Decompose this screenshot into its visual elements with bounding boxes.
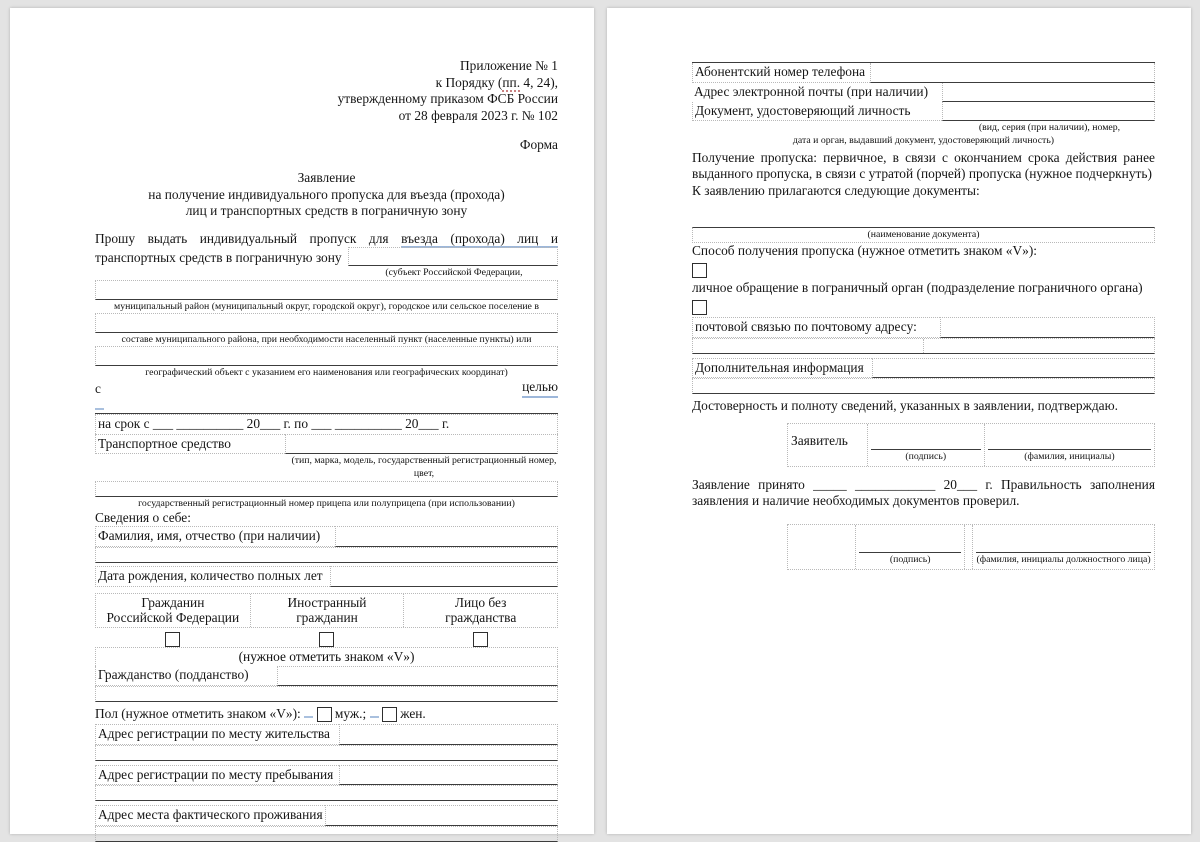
sex-female-checkbox[interactable]	[382, 707, 397, 722]
address-stay-row	[95, 765, 558, 786]
attachments-line: К заявлению прилагаются следующие документы:	[692, 182, 980, 198]
location-field-line-1[interactable]	[95, 280, 558, 300]
address-stay-field[interactable]	[339, 765, 558, 786]
birth-label: Дата рождения, количество полных лет	[95, 566, 330, 587]
email-label: Адрес электронной почты (при наличии)	[694, 83, 929, 99]
address-stay-label: Адрес регистрации по месту пребывания	[95, 765, 339, 786]
request-paragraph-line2: транспортных средств в пограничную зону	[95, 249, 342, 265]
method-mail-label: почтовой связью по почтовому адресу:	[692, 317, 940, 338]
citizen-foreign-checkbox[interactable]	[319, 632, 334, 647]
signature-field[interactable]	[871, 426, 981, 450]
doc-name-field-line[interactable]	[692, 215, 1155, 227]
caption-municipal-2: составе муниципального района, при необходимости населенный пункт (населенные пункты) или	[121, 333, 532, 345]
email-field[interactable]	[942, 83, 1155, 102]
citizenship-field-line-2[interactable]	[95, 686, 558, 702]
caption-geo: географический объект с указанием его наименования или географических координат)	[145, 367, 508, 379]
extra-info-row	[692, 358, 1155, 379]
address-residence-row	[95, 724, 558, 745]
mark-note: (нужное отметить знаком «V»)	[95, 647, 558, 666]
citizen-foreign-header: Иностранный гражданин	[250, 594, 404, 628]
official-name-field[interactable]	[976, 529, 1151, 553]
spacer-cell	[965, 525, 973, 569]
address-actual-field[interactable]	[325, 805, 558, 826]
spellcheck-mark	[304, 708, 313, 718]
address-residence-line-2[interactable]	[95, 745, 558, 761]
sex-male-checkbox[interactable]	[317, 707, 332, 722]
about-heading: Сведения о себе:	[95, 509, 191, 525]
citizenship-label: Гражданство (подданство)	[95, 666, 277, 686]
purpose-field-line[interactable]	[95, 398, 558, 414]
location-field-line-3[interactable]	[95, 346, 558, 366]
document-page-1	[10, 8, 594, 834]
method-mail-checkbox[interactable]	[692, 300, 707, 315]
caption-name: (фамилия, инициалы)	[1024, 450, 1115, 462]
method-mail-checkbox-row	[692, 299, 1155, 316]
sex-label: Пол (нужное отметить знаком «V»):	[95, 705, 301, 721]
caption-subject: (субъект Российской Федерации,	[385, 267, 523, 279]
caption-signature-2: (подпись)	[889, 554, 931, 566]
method-personal-checkbox-row	[692, 261, 1155, 278]
fio-row	[95, 526, 558, 547]
citizenship-type-table	[95, 593, 558, 629]
phone-row	[692, 63, 1155, 83]
receipt-paragraph: Получение пропуска: первичное, в связи с окончанием срока действия ранее выданного пропуска, в связи с утратой (порчей) пропуска (нужное подчеркнуть)	[692, 149, 1155, 182]
title-line: лиц и транспортных средств в пограничную зону	[185, 203, 468, 219]
address-actual-line-2[interactable]	[95, 826, 558, 842]
spellcheck-marked-word: пп.	[502, 74, 521, 90]
with-word: с	[95, 381, 101, 397]
caption-trailer: государственный регистрационный номер прицепа или полуприцепа (при использовании)	[138, 497, 515, 509]
mail-address-line-2[interactable]	[692, 338, 1155, 354]
spellcheck-mark	[95, 400, 104, 410]
border-zone-field[interactable]	[348, 247, 558, 266]
location-field-line-2[interactable]	[95, 313, 558, 333]
title-line: на получение индивидуального пропуска для въезда (прохода)	[148, 186, 505, 202]
official-name-cell	[973, 525, 1154, 569]
caption-vehicle-2: цвет,	[413, 468, 435, 480]
purpose-word: целью	[522, 379, 558, 398]
applicant-label-cell	[788, 424, 868, 466]
address-stay-line-2[interactable]	[95, 785, 558, 801]
marked-text: въезда (прохода) лиц и	[401, 230, 558, 246]
annex-line: от 28 февраля 2023 г. № 102	[398, 107, 558, 123]
address-residence-field[interactable]	[339, 724, 558, 745]
confirm-line: Достоверность и полноту сведений, указанных в заявлении, подтверждаю.	[692, 398, 1118, 414]
trailer-field-line[interactable]	[95, 481, 558, 497]
caption-id-2: дата и орган, выдавший документ, удостоверяющий личность)	[792, 135, 1055, 147]
id-doc-field[interactable]	[942, 102, 1155, 122]
phone-field[interactable]	[870, 63, 1155, 83]
applicant-label: Заявитель	[791, 433, 848, 449]
official-signature-cell	[856, 525, 965, 569]
method-personal-label: личное обращение в пограничный орган (подразделение пограничного органа)	[692, 279, 1143, 295]
citizenship-row	[95, 666, 558, 686]
extra-info-field[interactable]	[872, 358, 1155, 379]
annex-line: Приложение № 1	[459, 58, 558, 73]
fio-field[interactable]	[335, 526, 558, 547]
purpose-row	[95, 379, 558, 398]
method-mail-row	[692, 317, 1155, 338]
accepted-paragraph: Заявление принято _____ ____________ 20___ г. Правильность заполнения заявления и наличие необходимых документов проверил.	[692, 476, 1155, 509]
birth-field[interactable]	[330, 566, 558, 587]
vehicle-row	[95, 434, 558, 455]
caption-doc-name: (наименование документа)	[692, 227, 1155, 242]
vehicle-label: Транспортное средство	[95, 434, 285, 455]
document-title	[95, 170, 558, 220]
email-row	[692, 83, 1155, 102]
term-line: на срок с ___ __________ 20___ г. по ___ __________ 20___ г.	[95, 414, 558, 434]
annex-line: к Порядку (пп. 4, 24),	[435, 74, 558, 90]
address-residence-label: Адрес регистрации по месту жительства	[95, 724, 339, 745]
id-doc-label: Документ, удостоверяющий личность	[692, 102, 942, 122]
zone-row	[95, 247, 558, 266]
sex-male-label: муж.;	[334, 705, 367, 721]
mail-address-field[interactable]	[940, 317, 1155, 338]
document-page-2	[607, 8, 1191, 834]
caption-id-1: (вид, серия (при наличии), номер,	[978, 122, 1121, 134]
annex-line: утвержденному приказом ФСБ России	[337, 91, 558, 107]
citizenship-field[interactable]	[277, 666, 558, 686]
extra-info-label: Дополнительная информация	[692, 358, 872, 379]
official-empty-cell	[788, 525, 856, 569]
citizenship-checkbox-row	[95, 630, 558, 647]
method-heading: Способ получения пропуска (нужное отметить знаком «V»):	[692, 242, 1038, 258]
address-actual-label: Адрес места фактического проживания	[95, 805, 325, 826]
official-signature-table	[787, 524, 1155, 570]
method-personal-checkbox[interactable]	[692, 263, 707, 278]
caption-municipal-1: муниципальный район (муниципальный округ, городской округ), городское или сельское поселение в	[114, 300, 539, 312]
fio-label: Фамилия, имя, отчество (при наличии)	[95, 526, 335, 547]
caption-vehicle-1: (тип, марка, модель, государственный регистрационный номер,	[291, 455, 557, 467]
form-label: Форма	[519, 137, 558, 153]
citizen-rf-checkbox[interactable]	[165, 632, 180, 647]
name-field[interactable]	[988, 426, 1151, 450]
fio-field-line-2[interactable]	[95, 547, 558, 563]
spellcheck-mark	[370, 708, 379, 718]
address-actual-row	[95, 805, 558, 826]
extra-info-line-2[interactable]	[692, 378, 1155, 394]
vehicle-field[interactable]	[285, 434, 558, 455]
sex-row	[95, 706, 558, 723]
birth-row	[95, 566, 558, 587]
applicant-signature-table	[787, 423, 1155, 467]
id-doc-row	[692, 102, 1155, 122]
citizen-stateless-header: Лицо без гражданства	[403, 594, 557, 628]
citizen-stateless-checkbox[interactable]	[473, 632, 488, 647]
contacts-table	[692, 62, 1155, 148]
signature-cell	[868, 424, 985, 466]
official-signature-field[interactable]	[859, 529, 961, 553]
title-line: Заявление	[297, 170, 356, 186]
phone-label: Абонентский номер телефона	[692, 63, 870, 83]
citizen-rf-header: Гражданин Российской Федерации	[106, 594, 240, 626]
sex-female-label: жен.	[400, 705, 426, 721]
caption-official: (фамилия, инициалы должностного лица)	[976, 554, 1151, 566]
caption-signature: (подпись)	[905, 450, 947, 462]
name-cell	[985, 424, 1154, 466]
request-paragraph-line1: Прошу выдать индивидуальный пропуск для въезда (прохода) лиц и	[95, 230, 558, 246]
annex-header	[95, 58, 558, 124]
